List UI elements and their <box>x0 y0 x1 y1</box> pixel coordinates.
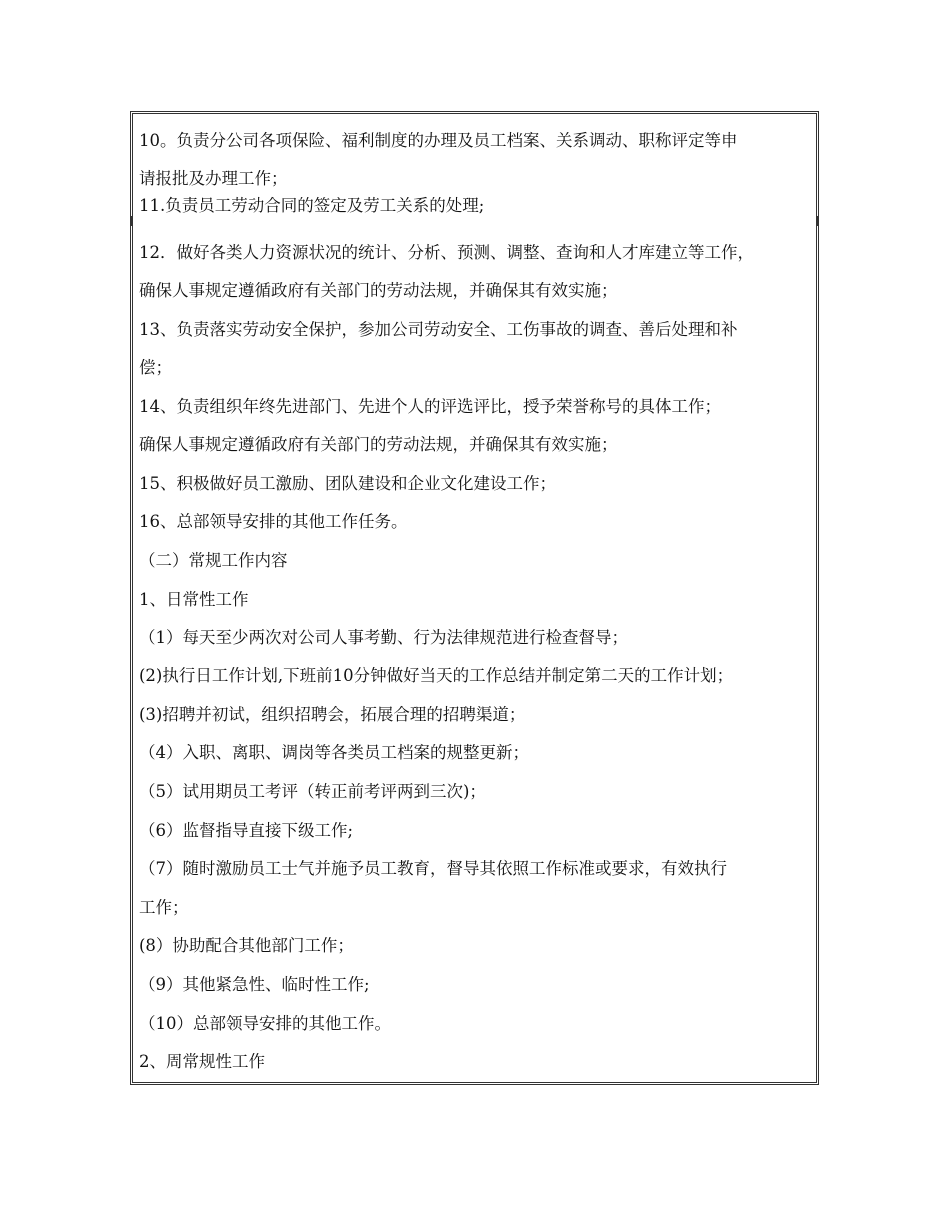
document-line: 确保人事规定遵循政府有关部门的劳动法规，并确保其有效实施； <box>139 435 618 454</box>
row-divider-left-tick <box>130 216 133 226</box>
document-line: （9）其他紧急性、临时性工作; <box>139 975 370 994</box>
document-line: 11.负责员工劳动合同的签定及劳工关系的处理; <box>139 196 485 215</box>
document-line: （4）入职、离职、调岗等各类员工档案的规整更新； <box>139 743 529 762</box>
document-line: 12．做好各类人力资源状况的统计、分析、预测、调整、查询和人才库建立等工作， <box>139 243 754 262</box>
document-line: （1）每天至少两次对公司人事考勤、行为法律规范进行检查督导； <box>139 628 628 647</box>
document-line: 工作； <box>139 898 189 917</box>
document-line: 1、日常性工作 <box>139 590 249 609</box>
document-line: 14、负责组织年终先进部门、先进个人的评选评比，授予荣誉称号的具体工作； <box>139 397 721 416</box>
document-line: (3)招聘并初试，组织招聘会，拓展合理的招聘渠道； <box>139 705 526 724</box>
row-divider-right-tick <box>816 216 819 226</box>
document-line: 偿； <box>139 358 172 377</box>
document-line: 10。负责分公司各项保险、福利制度的办理及员工档案、关系调动、职称评定等申 <box>139 131 738 150</box>
document-line: 13、负责落实劳动安全保护，参加公司劳动安全、工伤事故的调查、善后处理和补 <box>139 320 738 339</box>
document-line: 确保人事规定遵循政府有关部门的劳动法规，并确保其有效实施； <box>139 281 618 300</box>
document-line: （7）随时激励员工士气并施予员工教育，督导其依照工作标准或要求，有效执行 <box>139 859 727 878</box>
document-line: 2、周常规性工作 <box>139 1052 265 1071</box>
document-line: (8）协助配合其他部门工作； <box>139 936 354 955</box>
document-line: （5）试用期员工考评（转正前考评两到三次)； <box>139 782 486 801</box>
document-line: 15、积极做好员工激励、团队建设和企业文化建设工作； <box>139 474 556 493</box>
document-line: （二）常规工作内容 <box>139 551 288 570</box>
document-line: （6）监督指导直接下级工作; <box>139 821 354 840</box>
document-line: （10）总部领导安排的其他工作。 <box>139 1014 391 1033</box>
document-line: 16、总部领导安排的其他工作任务。 <box>139 512 408 531</box>
document-line: (2)执行日工作计划,下班前10分钟做好当天的工作总结并制定第二天的工作计划； <box>139 666 734 685</box>
document-line: 请报批及办理工作； <box>139 169 288 188</box>
